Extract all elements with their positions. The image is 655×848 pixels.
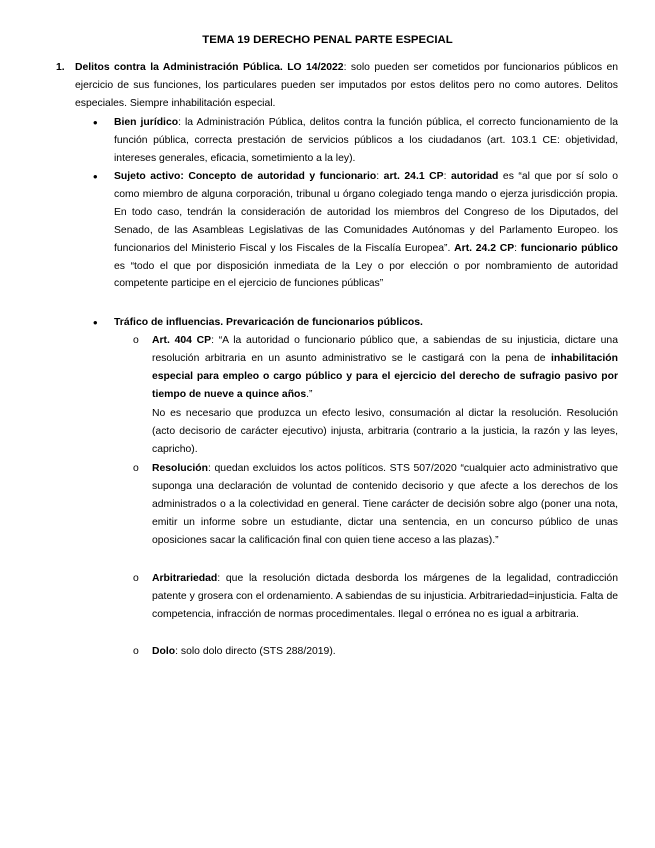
trafico-heading [114, 314, 618, 332]
sub-bullet-icon: o [133, 335, 139, 346]
funcionario-term: funcionario público [520, 242, 619, 254]
bien-juridico-label: Bien jurídico [114, 117, 179, 128]
bullet-icon: • [93, 115, 98, 130]
trafico-label: Tráfico de influencias. Prevaricación de funcionarios públicos. [114, 317, 423, 328]
art-404-penalty: inhabilitación especial para empleo o cargo público y para el ejercicio del derecho de sufragio pasivo por tiempo de nueve a quince años [152, 352, 618, 400]
page-title: TEMA 19 DERECHO PENAL PARTE ESPECIAL [202, 34, 453, 46]
item-number: 1. [56, 62, 65, 73]
autoridad-term: autoridad [451, 171, 499, 182]
sub-bullet-icon: o [133, 573, 139, 584]
art-24-1-label: art. 24.1 CP [383, 171, 444, 182]
arbitrariedad-paragraph [152, 570, 618, 624]
arbitrariedad-text: : que la resolución dictada desborda los márgenes de la legalidad, contradicción patente y grosera con el ordenamiento. A sabiendas de su injusticia. Arbitrariedad=injusticia. Falta de competencia, infracción de normas procedimentales. Ilegal o errónea no es igual a arbitraria. [152, 573, 618, 620]
item-1-text: : solo pueden ser cometidos por funcionarios públicos en ejercicio de sus funciones, los particulares pueden ser imputados por estos delitos pero no como autores. Delitos especiales. Siempre inhabilitación especial. [75, 62, 618, 109]
sub-bullet-icon: o [133, 646, 139, 657]
bullet-icon: • [93, 315, 98, 330]
resolucion-text: : quedan excluidos los actos políticos. STS 507/2020 “cualquier acto administrativo que suponga una declaración de voluntad de contenido decisorio y que afecte a los derechos de los administrados o a la colectividad en general. Tiene carácter de decisión sobre algo (poner una nota, emitir un informe sobre un estudiante, dictar una sentencia, en un concurso público de unas oposiciones sacar la calificación final con quien tiene acceso a las plazas).” [152, 463, 618, 546]
sujeto-activo-paragraph: Sujeto activo: Concepto de autoridad y funcionario: art. 24.1 CP: autoridad es “al que por sí solo o como miembro de alguna corporación, tribunal u órgano colegiado tenga mando o ejerza jurisdicción propia. En todo caso, tendrán la consideración de autoridad los miembros del Congreso de los Diputados, del Senado, de las Asambleas Legislativas de las Comunidades Autónomas y del Parlamento Europeo. los funcionarios del Ministerio Fiscal y los Fiscales de la Fiscalía Europea”. Art. 24.2 CP: funcionario público es “todo el que por disposición inmediata de la Ley o por elección o por nombramiento de autoridad competente participe en el ejercicio de funciones públicas” [114, 171, 619, 290]
bien-juridico-paragraph [114, 114, 618, 168]
bien-juridico-text: : la Administración Pública, delitos contra la función pública, el correcto funcionamiento de la función pública, correcta prestación de servicios públicos a los ciudadanos (art. 103.1 CE: objetividad, intereses generales, eficacia, sometimiento a la ley). [114, 117, 618, 164]
art-404-explanation: No es necesario que produzca un efecto lesivo, consumación al dictar la resolución. Resolución (acto decisorio de carácter ejecutivo) injusta, arbitraria (contrario a la justicia, la razón y las leyes, capricho). [152, 408, 618, 455]
art-404-text: : “A la autoridad o funcionario público que, a sabiendas de su injusticia, dictare una resolución arbitraria en un asunto administrativo se le castigará con la pena de [152, 335, 618, 364]
dolo-paragraph [152, 643, 618, 661]
sub-bullet-icon: o [133, 463, 139, 474]
dolo-text: : solo dolo directo (STS 288/2019). [175, 646, 336, 657]
item-1-paragraph [75, 59, 618, 113]
funcionario-definition: es “todo el que por disposición inmediata de la Ley o por elección o por nombramiento de autoridad competente participe en el ejercicio de funciones públicas” [114, 260, 618, 290]
autoridad-definition: es “al que por sí solo o como miembro de alguna corporación, tribunal u órgano colegiado tenga mando o ejerza jurisdicción propia. En todo caso, tendrán la consideración de autoridad los miembros del Congreso de los Diputados, del Senado, de las Asambleas Legislativas de las Comunidades Autónomas y del Parlamento Europeo. los funcionarios del Ministerio Fiscal y los Fiscales de la Fiscalía Europea”. [114, 171, 618, 254]
item-1-heading: Delitos contra la Administración Pública. LO 14/2022 [75, 62, 344, 73]
art-404-paragraph: Art. 404 CP: “A la autoridad o funcionario público que, a sabiendas de su injusticia, dictare una resolución arbitraria en un asunto administrativo se le castigará con la pena de inhabilitación especial para empleo o cargo público y para el ejercicio del derecho de sufragio pasivo por tiempo de nueve a quince años.” [152, 335, 618, 400]
resolucion-label: Resolución [152, 463, 209, 474]
dolo-label: Dolo [152, 646, 176, 657]
art-404-label: Art. 404 CP [152, 335, 212, 346]
resolucion-paragraph [152, 460, 618, 550]
arbitrariedad-label: Arbitrariedad [152, 573, 218, 584]
bullet-icon: • [93, 169, 98, 184]
sujeto-activo-label: Sujeto activo: Concepto de autoridad y funcionario [114, 171, 377, 182]
art-24-2-label: Art. 24.2 CP [454, 242, 515, 254]
